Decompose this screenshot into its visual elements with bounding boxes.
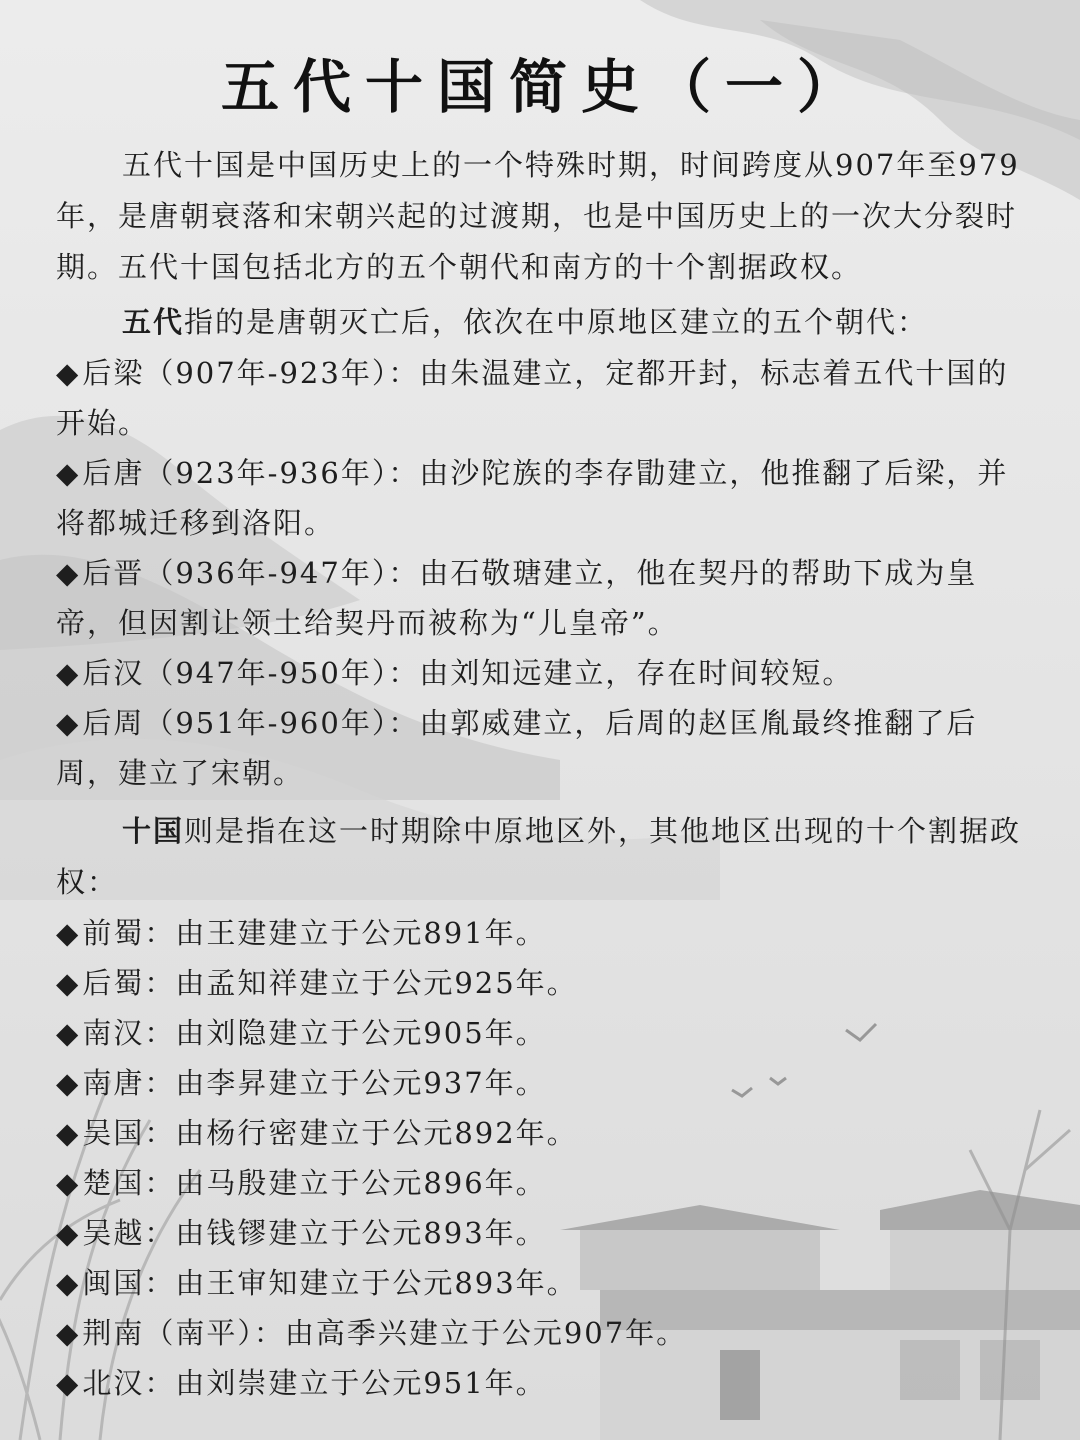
list-item-text: 楚国：由马殷建立于公元896年。 bbox=[82, 1166, 547, 1200]
diamond-bullet-icon: ◆ bbox=[56, 966, 81, 1000]
ten-kingdoms-heading bbox=[56, 806, 1034, 908]
diamond-bullet-icon: ◆ bbox=[56, 1216, 81, 1250]
list-item-text: 荆南（南平）：由高季兴建立于公元907年。 bbox=[82, 1316, 688, 1350]
diamond-bullet-icon: ◆ bbox=[56, 1366, 81, 1400]
list-item bbox=[56, 548, 1034, 648]
list-item bbox=[56, 1158, 1034, 1208]
diamond-bullet-icon: ◆ bbox=[56, 706, 81, 740]
list-item bbox=[56, 1058, 1034, 1108]
list-item bbox=[56, 348, 1034, 448]
page-title: 五代十国简史（一） bbox=[220, 53, 869, 121]
diamond-bullet-icon: ◆ bbox=[56, 1066, 81, 1100]
list-item bbox=[56, 698, 1034, 798]
ten-kingdoms-heading-bold: 十国 bbox=[122, 814, 185, 848]
intro-paragraph: 五代十国是中国历史上的一个特殊时期，时间跨度从907年至979年，是唐朝衰落和宋朝兴起的过渡期，也是中国历史上的一次大分裂时期。五代十国包括北方的五个朝代和南方的十个割据政权。 bbox=[56, 148, 1020, 284]
list-item bbox=[56, 908, 1034, 958]
ten-kingdoms-list bbox=[56, 908, 1034, 1408]
list-item-text: 后梁（907年-923年）：由朱温建立，定都开封，标志着五代十国的开始。 bbox=[56, 356, 1009, 440]
list-item-text: 后晋（936年-947年）：由石敬瑭建立，他在契丹的帮助下成为皇帝，但因割让领土给契丹而被称为“儿皇帝”。 bbox=[56, 556, 978, 640]
list-item bbox=[56, 1008, 1034, 1058]
five-dynasties-list bbox=[56, 348, 1034, 798]
list-item bbox=[56, 648, 1034, 698]
list-item bbox=[56, 1258, 1034, 1308]
list-item-text: 后蜀：由孟知祥建立于公元925年。 bbox=[82, 966, 578, 1000]
list-item-text: 后周（951年-960年）：由郭威建立，后周的赵匡胤最终推翻了后周，建立了宋朝。 bbox=[56, 706, 978, 790]
diamond-bullet-icon: ◆ bbox=[56, 1016, 81, 1050]
list-item bbox=[56, 1358, 1034, 1408]
list-item-text: 南唐：由李昇建立于公元937年。 bbox=[82, 1066, 547, 1100]
diamond-bullet-icon: ◆ bbox=[56, 1166, 81, 1200]
diamond-bullet-icon: ◆ bbox=[56, 656, 81, 690]
list-item-text: 南汉：由刘隐建立于公元905年。 bbox=[82, 1016, 547, 1050]
ten-kingdoms-heading-text: 则是指在这一时期除中原地区外，其他地区出现的十个割据政权： bbox=[56, 814, 1022, 899]
diamond-bullet-icon: ◆ bbox=[56, 556, 81, 590]
list-item bbox=[56, 958, 1034, 1008]
diamond-bullet-icon: ◆ bbox=[56, 356, 81, 390]
list-item bbox=[56, 1208, 1034, 1258]
five-dynasties-heading-text: 指的是唐朝灭亡后，依次在中原地区建立的五个朝代： bbox=[184, 305, 929, 339]
diamond-bullet-icon: ◆ bbox=[56, 1116, 81, 1150]
list-item-text: 吴越：由钱镠建立于公元893年。 bbox=[82, 1216, 547, 1250]
list-item-text: 后唐（923年-936年）：由沙陀族的李存勖建立，他推翻了后梁，并将都城迁移到洛阳。 bbox=[56, 456, 1009, 540]
list-item-text: 后汉（947年-950年）：由刘知远建立，存在时间较短。 bbox=[82, 656, 854, 690]
five-dynasties-heading bbox=[56, 297, 1034, 348]
list-item-text: 吴国：由杨行密建立于公元892年。 bbox=[82, 1116, 578, 1150]
list-item-text: 闽国：由王审知建立于公元893年。 bbox=[82, 1266, 578, 1300]
list-item bbox=[56, 1108, 1034, 1158]
list-item-text: 前蜀：由王建建立于公元891年。 bbox=[82, 916, 547, 950]
list-item bbox=[56, 1308, 1034, 1358]
list-item-text: 北汉：由刘崇建立于公元951年。 bbox=[82, 1366, 547, 1400]
diamond-bullet-icon: ◆ bbox=[56, 1266, 81, 1300]
list-item bbox=[56, 448, 1034, 548]
diamond-bullet-icon: ◆ bbox=[56, 456, 81, 490]
five-dynasties-heading-bold: 五代 bbox=[122, 305, 185, 339]
diamond-bullet-icon: ◆ bbox=[56, 916, 81, 950]
diamond-bullet-icon: ◆ bbox=[56, 1316, 81, 1350]
